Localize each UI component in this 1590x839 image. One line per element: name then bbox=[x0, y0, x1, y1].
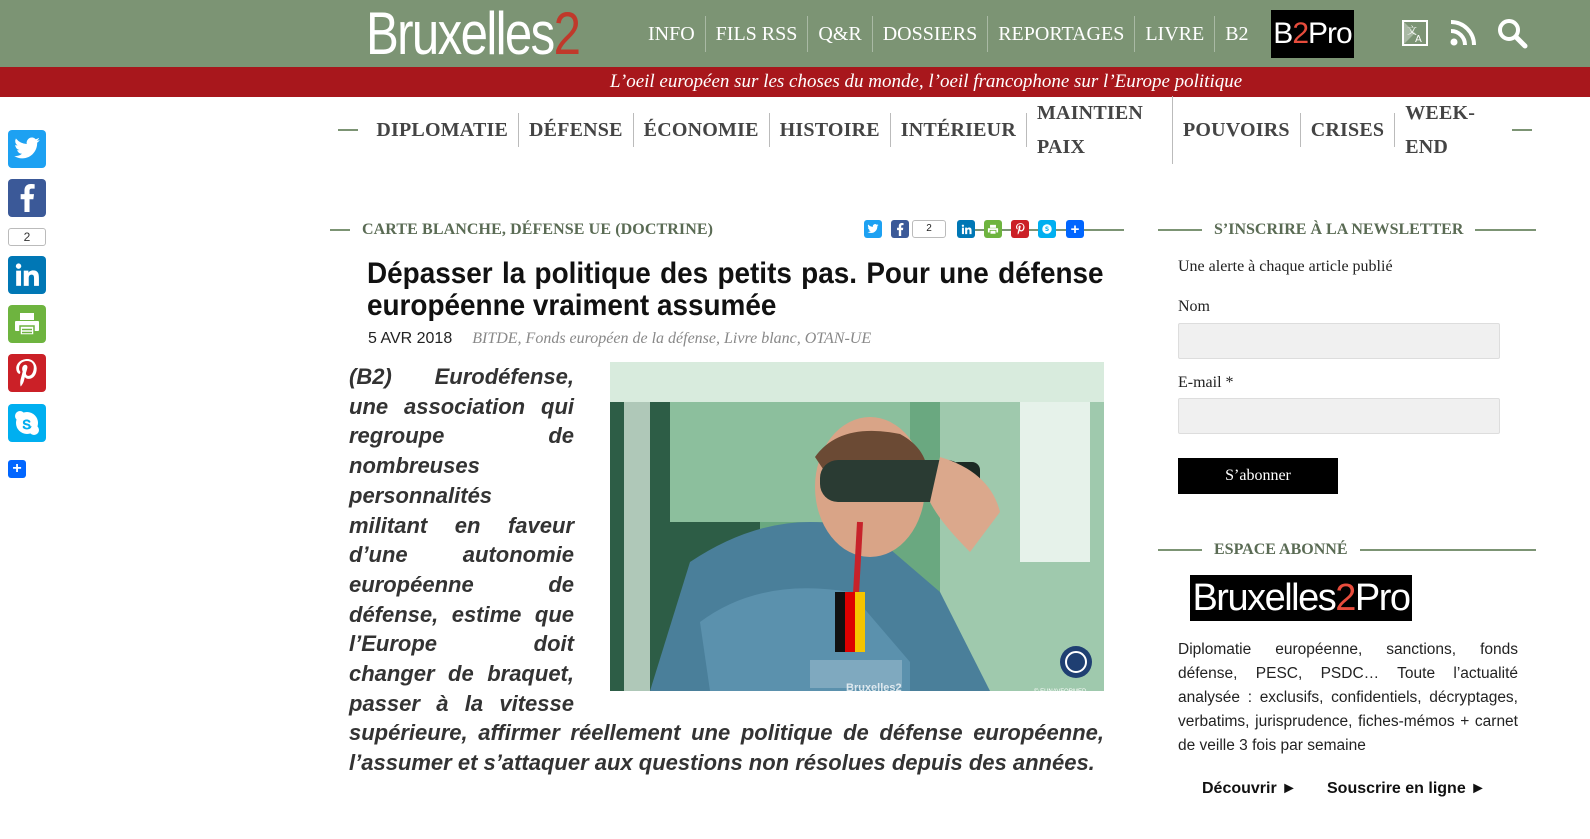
translate-icon[interactable] bbox=[1398, 16, 1432, 50]
site-header bbox=[0, 0, 1590, 67]
nav-b2[interactable]: B2 bbox=[1225, 23, 1249, 45]
tagline: L’oeil européen sur les choses du monde, l’oeil francophone sur l’Europe politique bbox=[610, 71, 1243, 92]
b2pro-logo[interactable]: Bruxelles2Pro bbox=[1190, 575, 1412, 621]
cat-diplomatie[interactable]: DIPLOMATIE bbox=[366, 113, 519, 147]
top-nav bbox=[638, 16, 1259, 52]
name-field[interactable] bbox=[1178, 323, 1500, 359]
email-field[interactable] bbox=[1178, 398, 1500, 434]
nav-qr[interactable]: Q&R bbox=[808, 16, 872, 52]
cat-histoire[interactable]: HISTOIRE bbox=[770, 113, 891, 147]
cat-defense[interactable]: DÉFENSE bbox=[519, 113, 634, 147]
rss-icon[interactable] bbox=[1446, 16, 1480, 50]
article-section-header bbox=[330, 218, 1124, 242]
article-lead bbox=[349, 362, 1104, 778]
skype-mini-icon[interactable] bbox=[1038, 220, 1056, 238]
header-rule bbox=[1360, 549, 1536, 551]
header-rule bbox=[1103, 229, 1124, 231]
facebook-share-icon[interactable] bbox=[8, 179, 46, 217]
subscriber-header bbox=[1158, 538, 1536, 562]
article-tags[interactable]: BITDE, Fonds européen de la défense, Livre blanc, OTAN-UE bbox=[472, 330, 872, 347]
nav-livre[interactable]: LIVRE bbox=[1135, 16, 1215, 52]
article-title[interactable]: Dépasser la politique des petits pas. Pour une défense européenne vraiment assumée bbox=[367, 257, 1104, 322]
cat-crises[interactable]: CRISES bbox=[1301, 113, 1395, 147]
nav-divider bbox=[338, 129, 358, 131]
cat-economie[interactable]: ÉCONOMIE bbox=[634, 113, 770, 147]
subscriber-heading: ESPACE ABONNÉ bbox=[1214, 541, 1348, 558]
nav-dossiers[interactable]: DOSSIERS bbox=[873, 16, 988, 52]
svg-text:S: S bbox=[1044, 226, 1050, 234]
email-label: E-mail * bbox=[1178, 374, 1234, 391]
article-meta bbox=[368, 330, 871, 348]
category-nav bbox=[330, 102, 1540, 158]
newsletter-header bbox=[1158, 218, 1536, 242]
cat-maintien-paix[interactable]: MAINTIEN PAIX bbox=[1027, 96, 1173, 164]
site-logo[interactable]: Bruxelles2 bbox=[366, 0, 580, 67]
header-rule bbox=[330, 229, 350, 231]
linkedin-share-icon[interactable] bbox=[8, 256, 46, 294]
subscribe-button[interactable]: S’abonner bbox=[1178, 458, 1338, 494]
tagline-bar bbox=[0, 67, 1590, 97]
svg-text:文: 文 bbox=[1407, 26, 1417, 37]
b2pro-button[interactable]: B2Pro bbox=[1271, 10, 1354, 58]
article-category[interactable]: CARTE BLANCHE, DÉFENSE UE (DOCTRINE) bbox=[362, 221, 714, 238]
facebook-mini-count: 2 bbox=[912, 220, 946, 238]
cat-pouvoirs[interactable]: POUVOIRS bbox=[1173, 113, 1301, 147]
skype-share-icon[interactable] bbox=[8, 404, 46, 442]
photo-watermark: Bruxelles2 bbox=[846, 682, 902, 694]
pinterest-mini-icon[interactable] bbox=[1011, 220, 1029, 238]
newsletter-heading: S’INSCRIRE À LA NEWSLETTER bbox=[1214, 221, 1464, 238]
facebook-mini-icon[interactable] bbox=[891, 220, 909, 238]
header-rule bbox=[1475, 229, 1536, 231]
header-rule bbox=[1158, 549, 1202, 551]
linkedin-mini-icon[interactable] bbox=[957, 220, 975, 238]
article-photo[interactable] bbox=[610, 362, 1104, 695]
name-label: Nom bbox=[1178, 298, 1210, 315]
cat-week-end[interactable]: WEEK-END bbox=[1405, 102, 1476, 158]
article-date: 5 AVR 2018 bbox=[368, 330, 453, 347]
twitter-share-icon[interactable] bbox=[8, 130, 46, 168]
svg-text:A: A bbox=[1415, 34, 1422, 45]
more-mini-icon[interactable]: + bbox=[1066, 220, 1084, 238]
b2pro-description: Diplomatie européenne, sanctions, fonds défense, PESC, PSDC… Toute l’actualité analysée : exclusifs, confidentiels, décryptages, verbatims, jurisprudence, fiches-mémos + carnet de veille 3 fois par semaine bbox=[1178, 641, 1518, 754]
print-mini-icon[interactable] bbox=[984, 220, 1002, 238]
print-share-icon[interactable] bbox=[8, 305, 46, 343]
facebook-share-count: 2 bbox=[8, 228, 46, 246]
subscribe-online-link[interactable]: Souscrire en ligne ► bbox=[1327, 780, 1486, 797]
cat-interieur[interactable]: INTÉRIEUR bbox=[891, 113, 1027, 147]
nav-reportages[interactable]: REPORTAGES bbox=[988, 16, 1135, 52]
header-rule bbox=[1158, 229, 1202, 231]
pinterest-share-icon[interactable] bbox=[8, 354, 46, 392]
discover-link[interactable]: Découvrir ► bbox=[1202, 780, 1297, 797]
nav-fils-rss[interactable]: FILS RSS bbox=[706, 16, 809, 52]
nav-info[interactable]: INFO bbox=[638, 16, 706, 52]
more-share-icon[interactable]: + bbox=[8, 460, 26, 478]
search-icon[interactable] bbox=[1495, 16, 1529, 50]
newsletter-intro: Une alerte à chaque article publié bbox=[1178, 258, 1393, 275]
photo-credit: © EUNAVFORMED bbox=[1034, 689, 1087, 695]
twitter-mini-icon[interactable] bbox=[864, 220, 882, 238]
nav-divider bbox=[1512, 129, 1532, 131]
article-lead-text: (B2) Eurodéfense, une association qui regroupe de nombreuses personnalités militant en faveur d’une autonomie européenne de défense, estime que l’Europe doit changer de braquet, passer à la vitesse supérieure, affirmer réellement une politique de défense européenne, l’assumer et s’attaquer aux questions non résolues depuis des années. bbox=[349, 364, 1104, 776]
